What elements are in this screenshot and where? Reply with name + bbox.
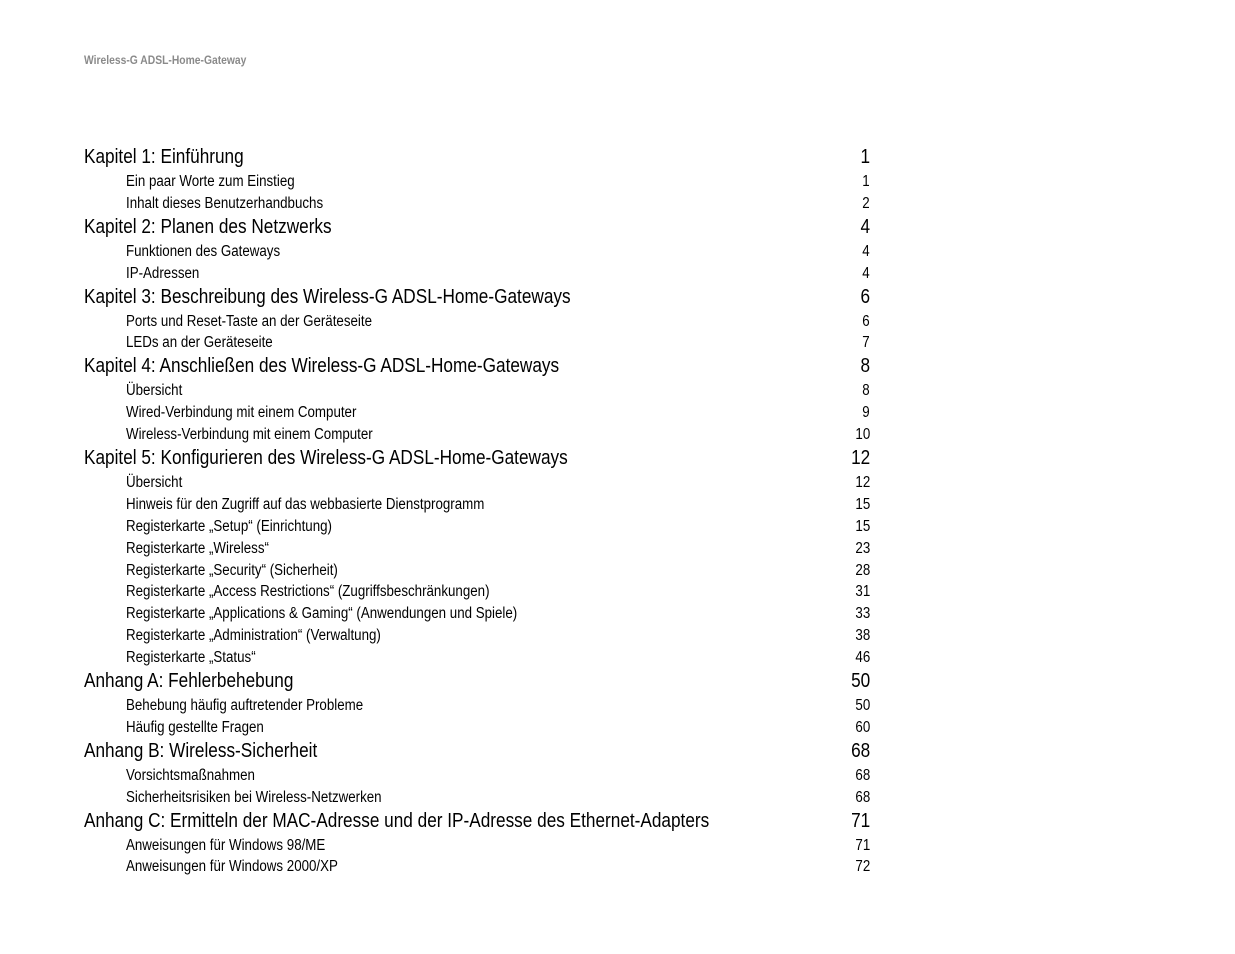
toc-section-entry[interactable] (84, 717, 870, 739)
toc-entry-title: Anhang B: Wireless-Sicherheit (84, 739, 318, 762)
toc-entry-title: Kapitel 5: Konfigurieren des Wireless-G ADSL-Home-Gateways (84, 447, 568, 470)
toc-chapter-entry[interactable] (84, 286, 870, 309)
toc-entry-page-number: 50 (855, 697, 870, 715)
toc-entry-page-number: 60 (855, 718, 870, 736)
toc-entry-page-number: 38 (855, 627, 870, 645)
toc-entry-page-number: 8 (860, 355, 870, 378)
running-header: Wireless-G ADSL-Home-Gateway (84, 53, 247, 67)
toc-entry-title: Registerkarte „Administration“ (Verwaltung) (126, 627, 381, 645)
toc-entry-page-number: 4 (860, 215, 870, 238)
toc-entry-title: Anweisungen für Windows 98/ME (126, 836, 326, 854)
toc-entry-page-number: 6 (862, 312, 870, 330)
toc-entry-page-number: 15 (855, 495, 870, 513)
toc-entry-page-number: 12 (855, 474, 870, 492)
toc-section-entry[interactable] (84, 241, 870, 263)
toc-entry-title: Kapitel 2: Planen des Netzwerks (84, 215, 332, 238)
toc-section-entry[interactable] (84, 560, 870, 582)
toc-section-entry[interactable] (84, 263, 870, 285)
toc-section-entry[interactable] (84, 494, 870, 516)
toc-entry-title: Übersicht (126, 474, 183, 492)
toc-entry-page-number: 6 (860, 285, 870, 308)
toc-entry-title: Registerkarte „Applications & Gaming“ (Anwendungen und Spiele) (126, 605, 518, 623)
toc-section-entry[interactable] (84, 695, 870, 717)
toc-entry-title: Behebung häufig auftretender Probleme (126, 697, 364, 715)
toc-section-entry[interactable] (84, 603, 870, 625)
toc-entry-page-number: 8 (862, 382, 870, 400)
toc-entry-page-number: 68 (850, 739, 870, 762)
toc-entry-title: Anhang A: Fehlerbehebung (84, 670, 294, 693)
toc-chapter-entry[interactable] (84, 670, 870, 693)
toc-section-entry[interactable] (84, 856, 870, 878)
toc-entry-title: Kapitel 4: Anschließen des Wireless-G ADSL-Home-Gateways (84, 355, 560, 378)
toc-chapter-entry[interactable] (84, 740, 870, 763)
toc-section-entry[interactable] (84, 538, 870, 560)
toc-entry-page-number: 28 (855, 561, 870, 579)
toc-entry-title: IP-Adressen (126, 264, 200, 282)
toc-chapter-entry[interactable] (84, 447, 870, 470)
toc-entry-page-number: 12 (850, 447, 870, 470)
toc-entry-page-number: 2 (862, 194, 870, 212)
toc-entry-title: Ein paar Worte zum Einstieg (126, 173, 295, 190)
toc-entry-title: Anhang C: Ermitteln der MAC-Adresse und der IP-Adresse des Ethernet-Adapters (84, 809, 710, 832)
toc-entry-title: Anweisungen für Windows 2000/XP (126, 858, 338, 876)
toc-entry-title: Registerkarte „Status“ (126, 649, 256, 667)
toc-entry-page-number: 46 (855, 649, 870, 667)
toc-section-entry[interactable] (84, 581, 870, 603)
toc-entry-title: Hinweis für den Zugriff auf das webbasierte Dienstprogramm (126, 495, 485, 513)
toc-entry-title: Wired-Verbindung mit einem Computer (126, 404, 357, 422)
toc-entry-title: Übersicht (126, 382, 183, 400)
toc-chapter-entry[interactable] (84, 216, 870, 239)
toc-section-entry[interactable] (84, 765, 870, 787)
toc-section-entry[interactable] (84, 311, 870, 333)
toc-entry-page-number: 10 (855, 426, 870, 444)
toc-entry-page-number: 15 (855, 517, 870, 535)
toc-chapter-entry[interactable] (84, 810, 870, 833)
toc-section-entry[interactable] (84, 424, 870, 446)
toc-entry-page-number: 71 (850, 809, 870, 832)
toc-entry-title: Registerkarte „Wireless“ (126, 539, 269, 557)
toc-entry-title: Registerkarte „Security“ (Sicherheit) (126, 561, 338, 579)
toc-entry-page-number: 9 (862, 404, 870, 422)
toc-section-entry[interactable] (84, 171, 870, 193)
toc-section-entry[interactable] (84, 835, 870, 857)
toc-chapter-entry[interactable] (84, 355, 870, 378)
toc-entry-page-number: 72 (855, 858, 870, 876)
toc-section-entry[interactable] (84, 193, 870, 215)
toc-section-entry[interactable] (84, 380, 870, 402)
toc-section-entry[interactable] (84, 402, 870, 424)
toc-section-entry[interactable] (84, 516, 870, 538)
toc-section-entry[interactable] (84, 625, 870, 647)
toc-entry-page-number: 71 (855, 836, 870, 854)
toc-entry-title: Registerkarte „Access Restrictions“ (Zugriffsbeschränkungen) (126, 583, 490, 601)
toc-entry-title: Ports und Reset-Taste an der Geräteseite (126, 312, 373, 330)
toc-entry-page-number: 4 (862, 264, 870, 282)
toc-entry-title: Sicherheitsrisiken bei Wireless-Netzwerken (126, 788, 382, 806)
toc-entry-page-number: 7 (862, 334, 870, 352)
toc-entry-page-number: 23 (855, 539, 870, 557)
toc-entry-page-number: 68 (855, 766, 870, 784)
toc-chapter-entry[interactable] (84, 146, 870, 169)
toc-entry-title: Wireless-Verbindung mit einem Computer (126, 426, 373, 444)
toc-entry-title: Inhalt dieses Benutzerhandbuchs (126, 194, 324, 212)
toc-entry-title: Kapitel 1: Einführung (84, 146, 244, 168)
toc-entry-page-number: 50 (850, 670, 870, 693)
toc-entry-page-number: 1 (862, 173, 870, 190)
table-of-contents (84, 145, 870, 878)
toc-section-entry[interactable] (84, 647, 870, 669)
toc-entry-page-number: 68 (855, 788, 870, 806)
toc-section-entry[interactable] (84, 472, 870, 494)
toc-entry-title: Häufig gestellte Fragen (126, 718, 264, 736)
toc-section-entry[interactable] (84, 787, 870, 809)
toc-entry-page-number: 4 (862, 242, 870, 260)
toc-entry-title: Funktionen des Gateways (126, 242, 281, 260)
toc-section-entry[interactable] (84, 332, 870, 354)
toc-entry-page-number: 1 (860, 146, 870, 168)
toc-entry-title: Vorsichtsmaßnahmen (126, 766, 255, 784)
toc-entry-title: LEDs an der Geräteseite (126, 334, 273, 352)
toc-entry-page-number: 31 (855, 583, 870, 601)
toc-entry-page-number: 33 (855, 605, 870, 623)
toc-entry-title: Registerkarte „Setup“ (Einrichtung) (126, 517, 332, 535)
toc-entry-title: Kapitel 3: Beschreibung des Wireless-G ADSL-Home-Gateways (84, 285, 571, 308)
